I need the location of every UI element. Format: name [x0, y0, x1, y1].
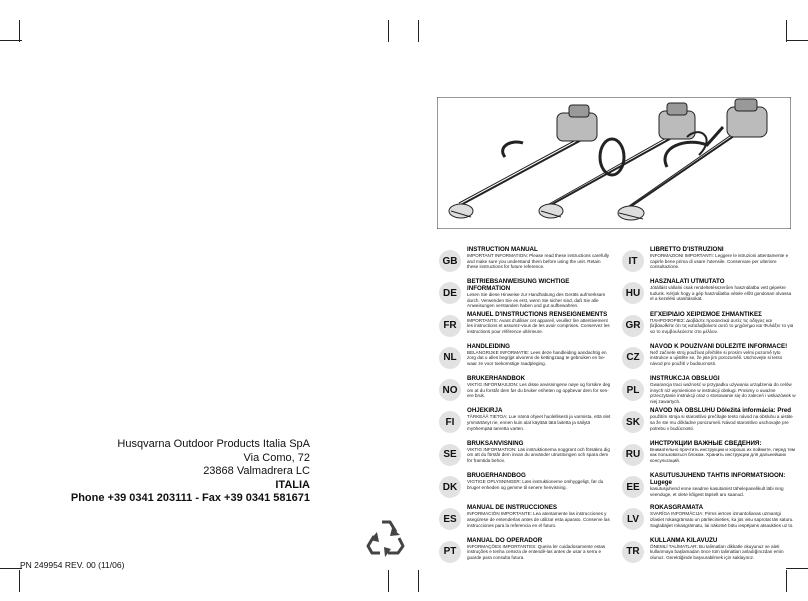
country: ITALIA — [275, 478, 310, 491]
language-entry-es — [439, 504, 613, 536]
entry-text: Než začnete stroj používat přečtěte si prosím velmi pozorně tyto instrukce a ujistěte se, že jste jim porozuměli. Uschovejte si tento návod pro použití v budoucnosti. — [650, 349, 783, 367]
company-address — [60, 438, 310, 506]
language-entry-gr — [622, 311, 796, 343]
crop-mark — [786, 570, 787, 592]
language-code-badge: PT — [439, 541, 461, 563]
language-code-badge: EE — [622, 476, 644, 498]
language-entry-fi — [439, 407, 613, 439]
crop-mark — [0, 568, 22, 569]
company-name: Husqvarna Outdoor Products Italia SpA — [117, 438, 310, 450]
crop-mark — [388, 20, 389, 42]
language-entry-fr — [439, 311, 613, 343]
entry-title: OHJEKIRJA — [467, 407, 503, 415]
language-code-badge: TR — [622, 541, 644, 563]
language-code-badge: ES — [439, 508, 461, 530]
crop-mark — [418, 20, 419, 42]
language-code-badge: HU — [622, 282, 644, 304]
entry-title: BRUKSANVISNING — [467, 439, 524, 447]
language-entry-pt — [439, 537, 613, 569]
entry-title: INSTRUKCJA OBSŁUGI — [650, 375, 720, 383]
entry-text: TÄRKEÄÄ TIETOA: Lue nämä ohjeet huolellisesti ja varmista, että olet ymmärtänyt ne, ennen kuin alat käyttää tätä laitetta ja säilytä myöhempää tarvetta varten. — [467, 414, 611, 431]
language-entry-ee — [622, 472, 796, 504]
language-code-badge: NO — [439, 379, 461, 401]
entry-text: IMPORTANTS: Avant d'utiliser cet appareil, veuillez lire attentivement les instructions et assurez-vous de les avoir comprises. Conservez les instructions pour référence ultérieure. — [467, 317, 610, 334]
crop-mark — [786, 20, 787, 42]
language-code-badge: CZ — [622, 347, 644, 369]
crop-mark — [0, 40, 22, 41]
entry-text: VIKTIG INFORMASJON: Les disse anvisningene nøye og forsikre deg om at du forstår dem før du bruker enheten og oppbevar dem for sen-ere bruk. — [467, 382, 611, 399]
crop-mark — [418, 570, 419, 592]
language-column-left — [439, 246, 613, 569]
street: Via Como, 72 — [243, 451, 310, 464]
entry-text: ΠΛΗΡΟΦΟΡΙΕΣ: Διαβάστε προσεκτικά αυτές τις οδηγίες και βεβαιωθείτε ότι τις καταλαβαίνετε αυτό το μηχάνημα και Φυλάξτε το για να το συμβουλεύεστε στο μέλλον. — [650, 317, 794, 334]
entry-text: VIGTIGE OPLYSNINGER: Læs instruktionerne omhyggeligt, før du bruger enheden og gemme til senere henvisning. — [467, 479, 604, 490]
language-code-badge: RU — [622, 444, 644, 466]
entry-text: SVARĪGA INFORMĀCIJA: Pirms ierīces izmantošanas uzmanīgi izlasiet rokasgrāmatu un pārliecinieties, ka jūs visu saprotat tās saturu. Saglabājiet rokasgrāmatu, lai nākotnē būtu iespējams atsaukties uz to. — [650, 511, 794, 528]
language-code-badge: IT — [622, 250, 644, 272]
entry-title: MANUEL D'INSTRUCTIONS RENSEIGNEMENTS — [467, 310, 608, 318]
crop-mark — [19, 570, 20, 592]
language-entry-dk — [439, 472, 613, 504]
language-code-badge: SE — [439, 444, 461, 466]
language-entry-it — [622, 246, 796, 278]
language-code-badge: NL — [439, 347, 461, 369]
entry-title: KULLANMA KILAVUZU — [650, 536, 718, 544]
entry-text: INFORMACIÓN IMPORTANTE: Lea atentamente las instrucciones y asegúrese de entenderlas antes de utilizar esta aparato. Conserve las instrucciones para la referencia en el futuro. — [467, 511, 610, 528]
crop-mark — [786, 40, 808, 41]
language-code-badge: PL — [622, 379, 644, 401]
entry-title: NÁVOD K POUŽÍVÁNÍ DŮLEŽITÉ INFORMACE! — [650, 342, 788, 350]
language-entry-lv — [622, 504, 796, 536]
language-entry-pl — [622, 375, 796, 407]
language-entry-hu — [622, 278, 796, 310]
recycle-icon — [364, 516, 408, 560]
language-code-badge: DK — [439, 476, 461, 498]
language-code-badge: SK — [622, 411, 644, 433]
entry-title: BRUKERHÅNDBOK — [467, 375, 526, 383]
entry-text: Внимательно прочтить инструкции и хорошо их поймите, перед тем как пользоваться блоком. Хранить инструкции для дальнейших консультаций. — [650, 446, 796, 463]
part-number: PN 249954 REV. 00 (11/06) — [20, 560, 125, 570]
entry-text: ÖNEMLİ TALİMATLAR: Bu talimatları dikkatle okuyunuz ve aleti kullanmaya başlamadan önce tüm talimatları anladığınızdan emin olunuz. Gerektiğinde başvurabilmek için saklayınız. — [650, 543, 784, 560]
language-entry-sk — [622, 407, 796, 439]
language-column-right — [622, 246, 796, 569]
language-code-badge: FI — [439, 411, 461, 433]
language-entry-se — [439, 440, 613, 472]
entry-text: BELANGRIJKE INFORMATIE: Lees deze handleiding aandachtig en zorg dat u alles begrijpt alvorens de kettingzaag te gebruiken en be-waar ze voor toekomstige raadpleging. — [467, 349, 607, 367]
entry-title: KASUTUSJUHEND TÄHTIS INFORMATSIOON: Lugege — [650, 472, 786, 487]
language-entry-de — [439, 278, 613, 310]
language-code-badge: LV — [622, 508, 644, 530]
entry-text: Lesen Sie diese Hinweise zur Handhabung des Geräts aufmerksam durch. Verwenden Sie es erst, wenn Sie sicher sind, daß Sie alle Anweisungen verstanden haben und gut aufbewahren. — [467, 292, 606, 309]
language-entry-nl — [439, 343, 613, 375]
entry-title: MANUAL DE INSTRUCCIONES — [467, 504, 557, 512]
entry-title: LIBRETTO D'ISTRUZIONI — [650, 246, 724, 253]
language-entry-gb — [439, 246, 613, 278]
entry-text: Gwarancja traci ważność w przypadku używania urządzenia do celów innych niż wymienione w instrukcji obsługi. Prosimy o uważne przeczytanie instrukcji oraz o stosowanie się do zaleceń i wskazówek w niej zawartych. — [650, 382, 796, 404]
entry-text: Jótállást vállalni csak rendeltetésszerűen használatba vett gépekre tudunk. Kérjük hogy a gép használatba vétele előtt gondosan olvassa el a kezelési utasításokat. — [650, 285, 792, 302]
entry-title: HANDLEIDING — [467, 342, 510, 350]
entry-title: MANUAL DO OPERADOR — [467, 536, 543, 544]
entry-text: INFORMAÇÕES IMPORTANTES: Queira ler cuidadosamente estas instruções e tenha certeza de entendê-las antes de usar a serra e guarde para consulta futura. — [467, 543, 606, 560]
language-code-badge: DE — [439, 282, 461, 304]
entry-title: ИНСТРУКЦИИ ВАЖНЫЕ СВЕДЕНИЯ: — [650, 439, 762, 447]
entry-title: ROKASGRĀMATA — [650, 504, 704, 512]
entry-text: kasutusjuhend enne seadme kasutamist tähelepanelikult läbi ning veenduge, et olete kõigest täpselt aru saanud. — [650, 486, 784, 497]
entry-text: použitím stroja si starostlivo prečítajte tento návod na obsluhu a uistite sa že ste mu dôkladne porozumeli. Návod starostlivo uschovajte pre potrebu v budúcnosti. — [650, 414, 793, 431]
language-code-badge: GR — [622, 315, 644, 337]
entry-title: NÁVOD NA OBSLUHU Dôležitá informácia: Pred — [650, 407, 792, 415]
entry-title: INSTRUCTION MANUAL — [467, 246, 538, 253]
entry-title: HASZNÁLATI ÚTMUTATÓ — [650, 278, 725, 286]
entry-text: VIKTIG INFORMATION: Läs instruktionerna noggrant och försäkra dig om att du förstår dem innan du använder utrustningen och spara dem för framtida behov. — [467, 446, 610, 463]
language-entry-no — [439, 375, 613, 407]
language-entry-ru — [622, 440, 796, 472]
entry-title: BETRIEBSANWEISUNG WICHTIGE INFORMATION — [467, 278, 570, 293]
crop-mark — [19, 20, 20, 42]
crop-mark — [388, 570, 389, 592]
language-entry-cz — [622, 343, 796, 375]
language-code-badge: FR — [439, 315, 461, 337]
language-code-badge: GB — [439, 250, 461, 272]
string-trimmer-illustration — [437, 97, 791, 229]
language-entry-tr — [622, 537, 796, 569]
entry-title: ΕΓΧΕΙΡΙΔΙΟ ΧΕΙΡΙΣΜΟΕ ΣΗΜΑΝΤΙΚΕΣ — [650, 310, 762, 318]
phone-fax: Phone +39 0341 203111 - Fax +39 0341 581671 — [70, 492, 310, 504]
entry-text: INFORMAZIONI IMPORTANTI: Leggere le istruzioni attentamente e capirle bene prima di usare l'utensile. Conservare per ulteriore consultazione. — [650, 253, 789, 270]
entry-title: BRUGERHÅNDBOG — [467, 472, 526, 480]
entry-text: IMPORTANT INFORMATION: Please read these instructions carefully and make sure you understand them before using the unit. Retain these instructions for future reference. — [467, 253, 610, 270]
city: 23868 Valmadrera LC — [203, 465, 310, 477]
